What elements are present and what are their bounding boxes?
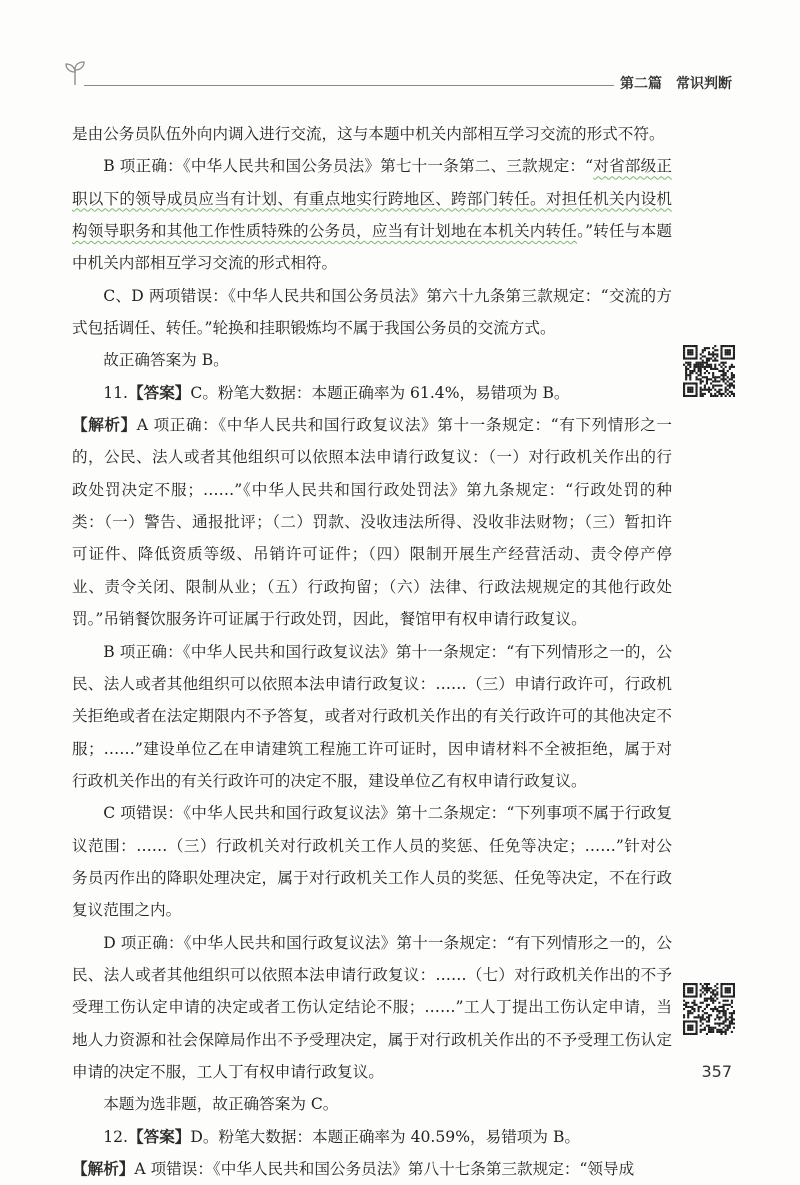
text-run: D 项正确：《中华人民共和国行政复议法》第十一条规定：“有下列情形之一的，公民、法人或者其他组织可以依照本法申请行政复议：……（七）对行政机关作出的不予受理工伤认定申请的决定或者工伤认定结论不服；……”工人丁提出工伤认定申请，当地人力资源和社会保障局作出不予受理决定，属于对行政机关作出的不予受理工伤认定申请的决定不服，工人丁有权申请行政复议。 <box>72 933 672 1081</box>
text-run: 是由公务员队伍外向内调入进行交流，这与本题中机关内部相互学习交流的形式不符。 <box>72 125 665 143</box>
text-run: C、D 两项错误：《中华人民共和国公务员法》第六十九条第三款规定：“交流的方式包括调任、转任。”轮换和挂职锻炼均不属于我国公务员的交流方式。 <box>72 286 672 338</box>
qr-code-icon[interactable] <box>683 983 735 1035</box>
body-text <box>72 118 672 1185</box>
text-run: 本题为选非题，故正确答案为 C。 <box>103 1095 339 1114</box>
header-rule <box>84 85 614 86</box>
sprout-icon <box>64 60 86 86</box>
qr-code-icon[interactable] <box>683 345 735 397</box>
text-run: 故正确答案为 B。 <box>103 351 229 370</box>
header-title <box>620 73 732 93</box>
paragraph <box>72 150 672 279</box>
text-run: 12. <box>103 1127 128 1146</box>
section-tag: 【解析】 <box>72 1160 135 1178</box>
paragraph <box>72 409 672 635</box>
text-run: A 项正确：《中华人民共和国行政复议法》第十一条规定：“有下列情形之一的，公民、法人或者其他组织可以依照本法申请行政复议：（一）对行政机关作出的行政处罚决定不服；……”《中华人民共和国行政处罚法》第九条规定：“行政处罚的种类：（一）警告、通报批评；（二）罚款、没收违法所得、没收非法财物；（三）暂扣许可证件、降低资质等级、吊销许可证件；（四）限制开展生产经营活动、责令停产停业、责令关闭、限制从业；（五）行政拘留；（六）法律、行政法规规定的其他行政处罚。”吊销餐饮服务许可证属于行政处罚，因此，餐馆甲有权申请行政复议。 <box>72 416 672 629</box>
section-tag: 【解析】 <box>72 416 137 435</box>
section-tag: 【答案】 <box>128 383 191 402</box>
text-run: C。粉笔大数据：本题正确率为 61.4%，易错项为 B。 <box>190 383 570 402</box>
section-tag: 【答案】 <box>128 1127 191 1146</box>
header-section: 常识判断 <box>676 76 732 92</box>
page-number: 357 <box>701 1062 732 1081</box>
text-run: 11. <box>103 383 128 402</box>
paragraph <box>72 280 672 345</box>
header-part: 第二篇 <box>620 76 662 92</box>
text-run: B 项正确：《中华人民共和国行政复议法》第十一条规定：“有下列情形之一的，公民、法人或者其他组织可以依照本法申请行政复议：……（三）申请行政许可，行政机关拒绝或者在法定期限内不予答复，或者对行政机关作出的有关行政许可的其他决定不服；……”建设单位乙在申请建筑工程施工许可证时，因申请材料不全被拒绝，属于对行政机关作出的有关行政许可的决定不服，建设单位乙有权申请行政复议。 <box>72 642 672 790</box>
paragraph <box>72 797 672 926</box>
text-run: D。粉笔大数据：本题正确率为 40.59%，易错项为 B。 <box>190 1127 581 1146</box>
paragraph <box>72 1088 672 1120</box>
paragraph <box>72 344 672 376</box>
underlined-text: 对省部级正职以下的领导成员应当有计划、有重点地实行跨地区、跨部门转任 <box>72 157 672 208</box>
paragraph <box>72 377 672 409</box>
paragraph <box>72 1121 672 1153</box>
paragraph <box>72 118 672 150</box>
text-run: 。”转任与本题中机关内部相互学习交流的形式相符。 <box>72 222 672 273</box>
page-header <box>0 0 800 100</box>
text-run: C 项错误：《中华人民共和国行政复议法》第十二条规定：“下列事项不属于行政复议范围：……（三）行政机关对行政机关工作人员的奖惩、任免等决定；……”针对公务员丙作出的降职处理决定，属于对行政机关工作人员的奖惩、任免等决定，不在行政复议范围之内。 <box>72 804 672 920</box>
paragraph <box>72 1153 672 1185</box>
paragraph <box>72 636 672 798</box>
paragraph <box>72 927 672 1089</box>
text-run: B 项正确：《中华人民共和国公务员法》第七十一条第二、三款规定：“ <box>103 157 594 176</box>
underlined-text: 。对担任机关内设机构领导职务和其他工作性质特殊的公务员，应当有计划地在本机关内转任 <box>72 189 672 241</box>
text-run: A 项错误：《中华人民共和国公务员法》第八十七条第三款规定：“领导成 <box>134 1160 635 1178</box>
